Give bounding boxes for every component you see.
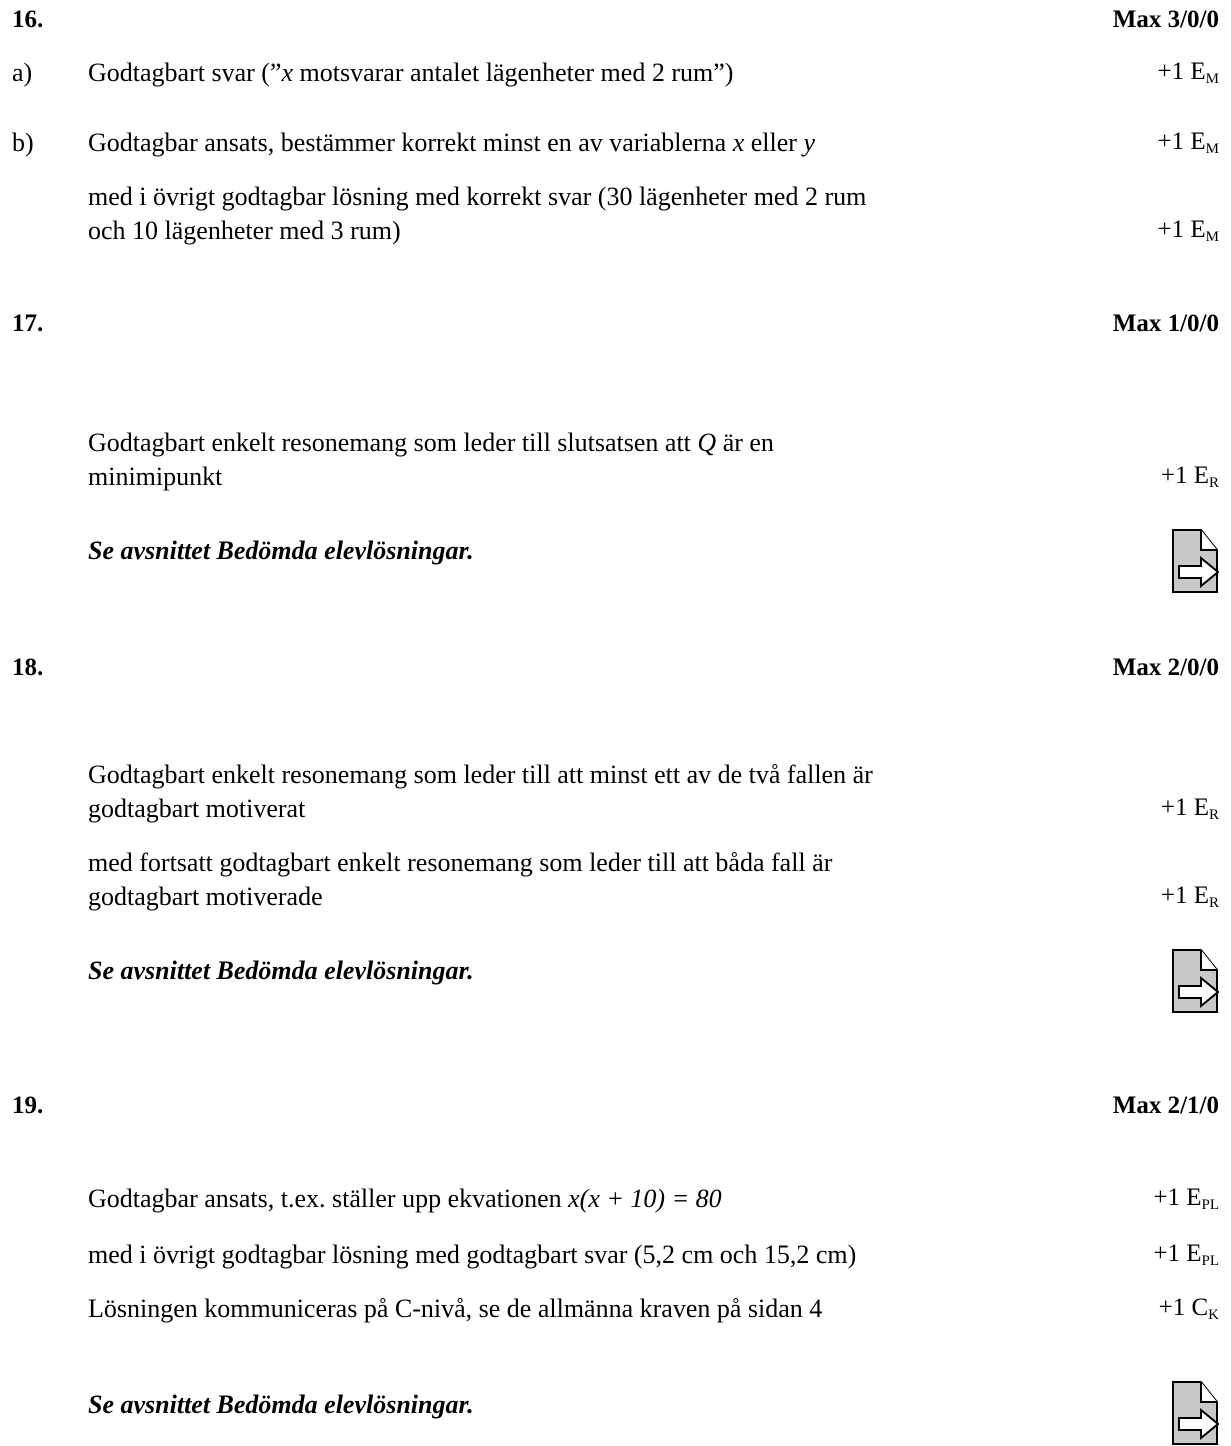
criterion-points: +1 $C_K$	[1158, 1294, 1219, 1323]
item-label: b)	[12, 128, 34, 157]
criterion-points: +1 $E_M$	[1157, 58, 1219, 87]
question-number: 16.	[12, 6, 44, 33]
criterion-text: Godtagbar ansats, t.ex. ställer upp ekvationen x(x + 10) = 80	[88, 1184, 722, 1213]
criterion-points: +1 $E_{PL}$	[1153, 1240, 1219, 1269]
document-arrow-icon[interactable]	[1171, 528, 1219, 594]
max-score: Max 3/0/0	[1112, 6, 1219, 33]
criterion-points: +1 $E_R$	[1160, 794, 1219, 823]
criterion-points: +1 $E_M$	[1157, 128, 1219, 157]
criterion-text: Godtagbar ansats, bestämmer korrekt minst en av variablerna x eller y	[88, 128, 815, 157]
criterion-text: Godtagbart enkelt resonemang som leder till att minst ett av de två fallen är godtagbart motiverat	[88, 760, 873, 823]
question-number: 19.	[12, 1092, 44, 1119]
max-score: Max 2/0/0	[1112, 654, 1219, 681]
equation: x(x + 10) = 80	[568, 1184, 722, 1213]
max-score: Max 1/0/0	[1112, 310, 1219, 337]
max-score: Max 2/1/0	[1112, 1092, 1219, 1119]
criterion-text: Godtagbart enkelt resonemang som leder till slutsatsen att Q är en minimipunkt	[88, 428, 774, 491]
reference-note: Se avsnittet Bedömda elevlösningar.	[88, 956, 474, 985]
question-number: 18.	[12, 654, 44, 681]
criterion-text: med i övrigt godtagbar lösning med korrekt svar (30 lägenheter med 2 rum och 10 lägenheter med 3 rum)	[88, 182, 867, 245]
question-number: 17.	[12, 310, 44, 337]
criterion-points: +1 $E_R$	[1160, 882, 1219, 911]
criterion-text: Godtagbart svar (”x motsvarar antalet lägenheter med 2 rum”)	[88, 58, 734, 87]
item-label: a)	[12, 58, 33, 87]
criterion-points: +1 $E_{PL}$	[1153, 1184, 1219, 1213]
criterion-points: +1 $E_M$	[1157, 216, 1219, 245]
reference-note: Se avsnittet Bedömda elevlösningar.	[88, 536, 474, 565]
criterion-text: med fortsatt godtagbart enkelt resonemang som leder till att båda fall är godtagbart motiverade	[88, 848, 833, 911]
reference-note: Se avsnittet Bedömda elevlösningar.	[88, 1390, 474, 1419]
criterion-text: med i övrigt godtagbar lösning med godtagbart svar (5,2 cm och 15,2 cm)	[88, 1240, 857, 1269]
criterion-points: +1 $E_R$	[1160, 462, 1219, 491]
document-arrow-icon[interactable]	[1171, 1380, 1219, 1446]
document-arrow-icon[interactable]	[1171, 948, 1219, 1014]
criterion-text: Lösningen kommuniceras på C-nivå, se de allmänna kraven på sidan 4	[88, 1294, 823, 1323]
